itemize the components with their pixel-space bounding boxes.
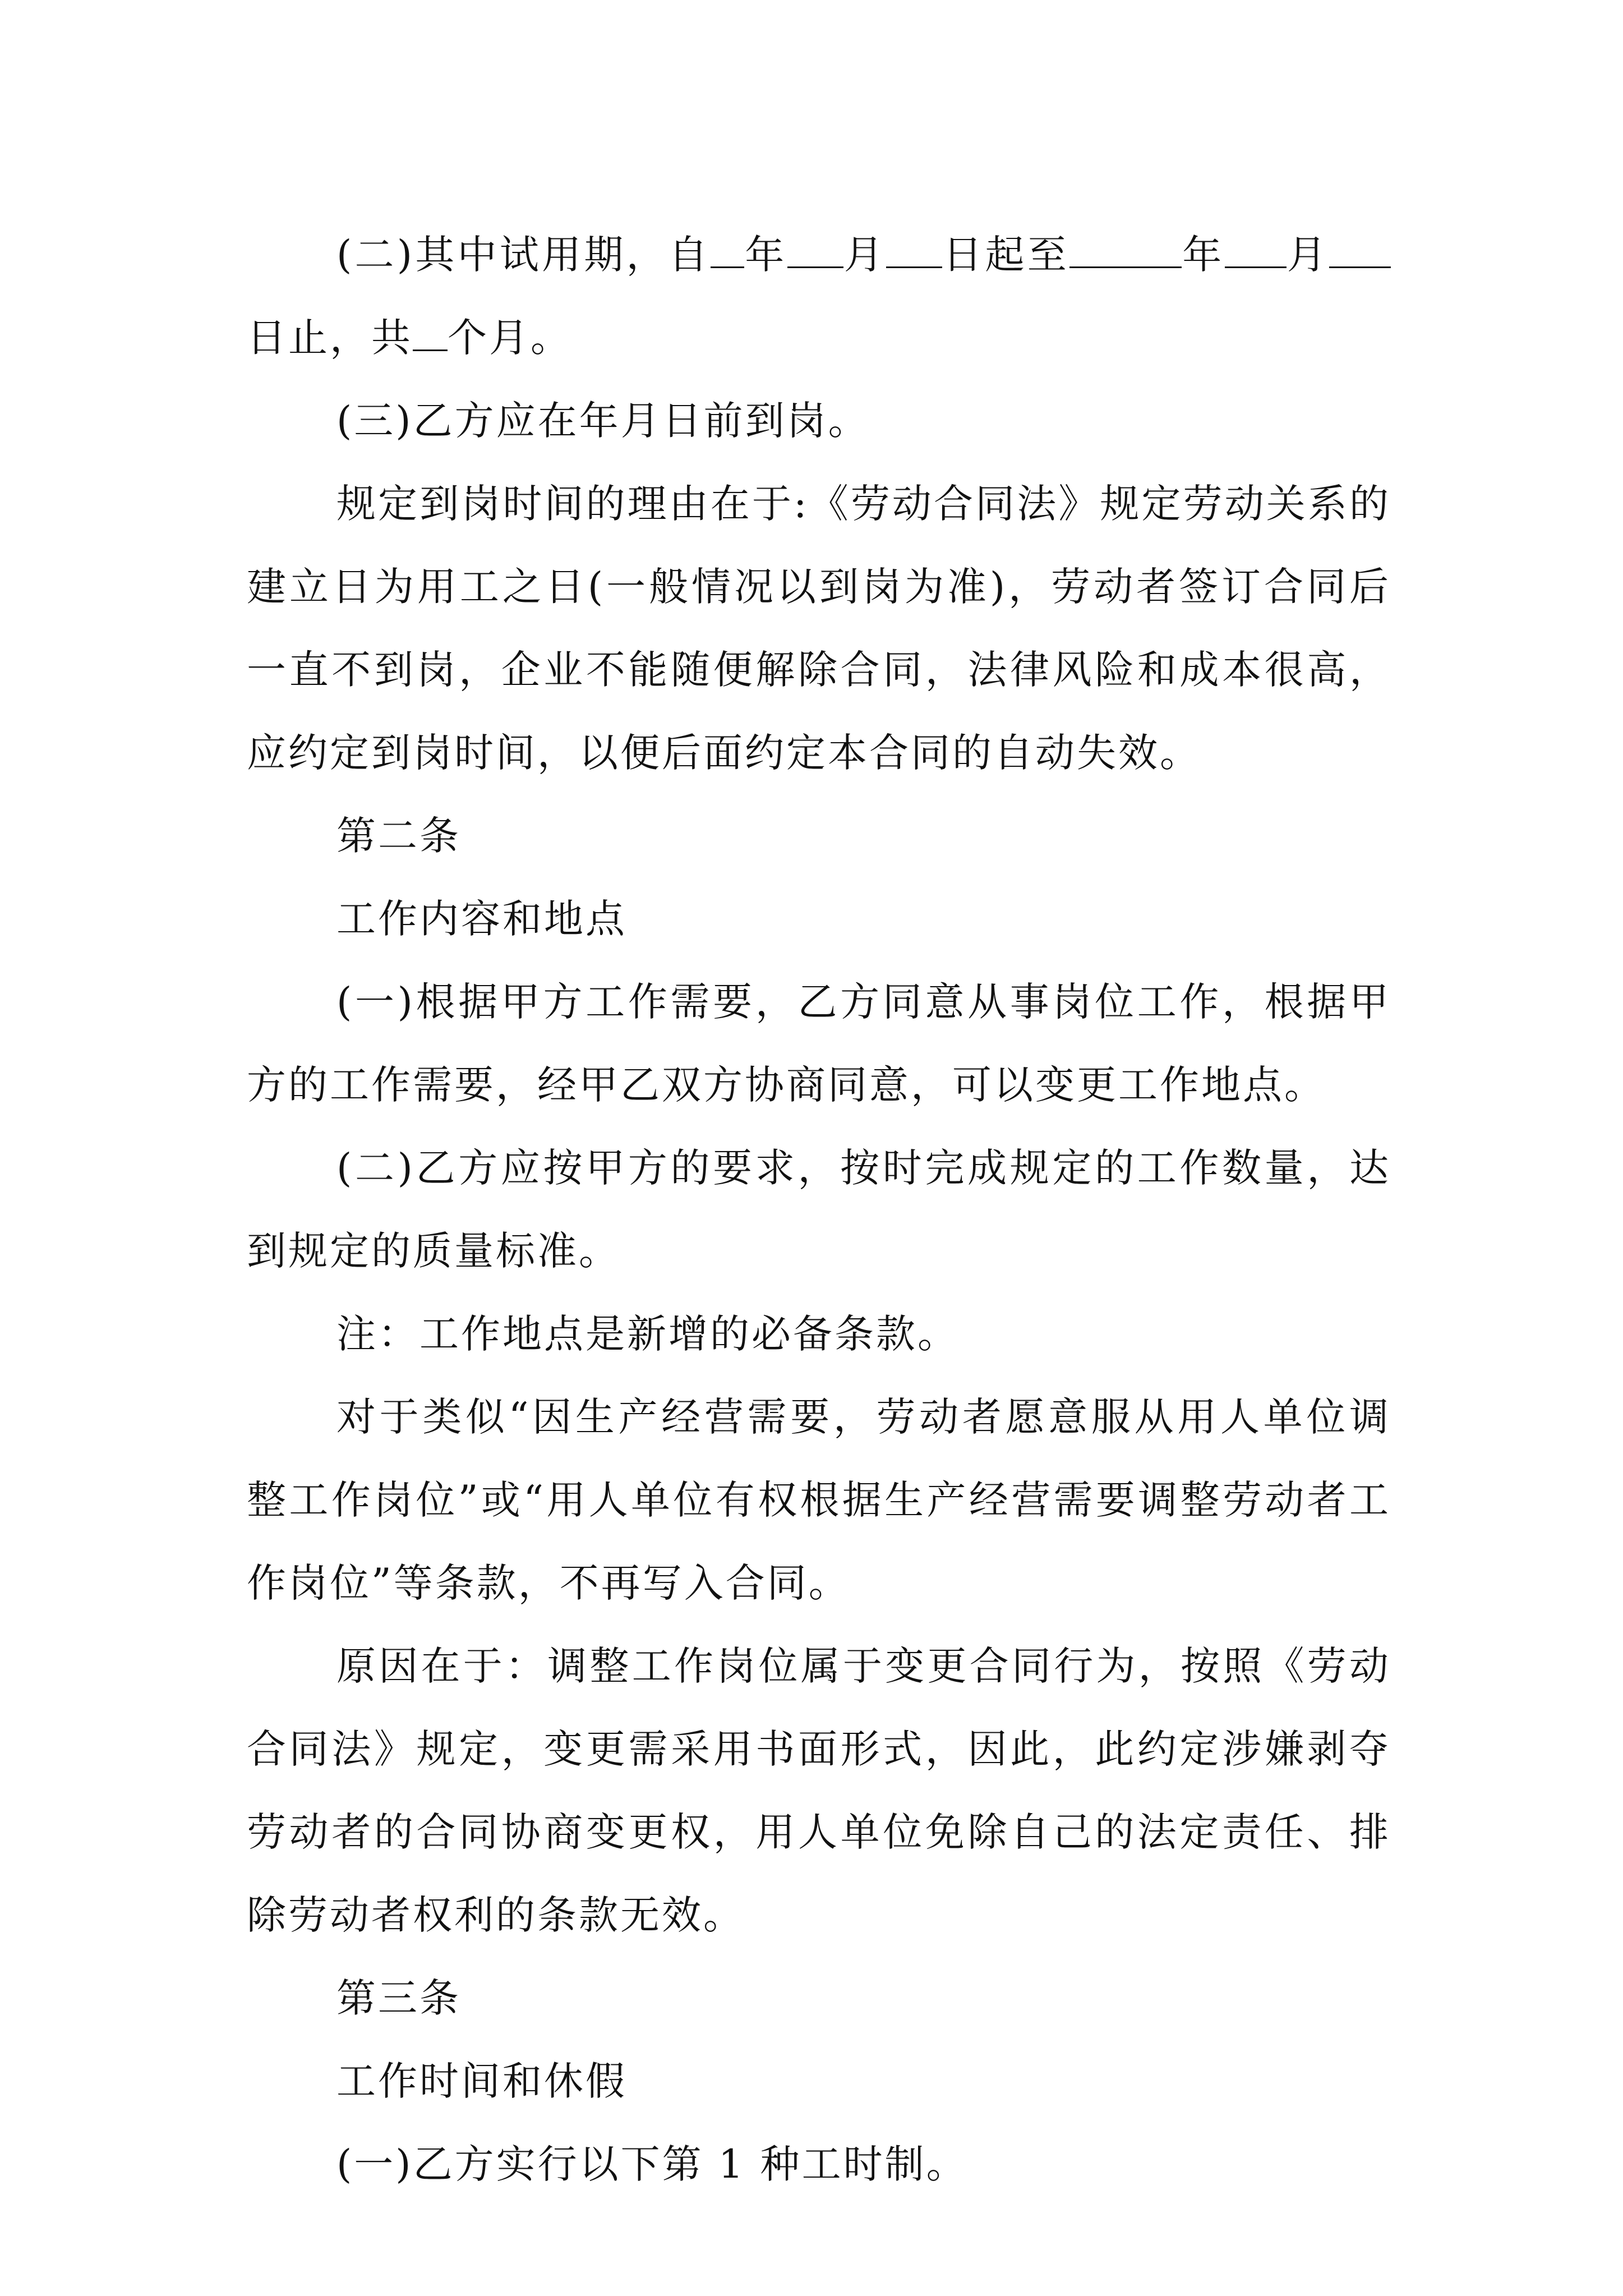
work-content-clause-one: (一)根据甲方工作需要，乙方同意从事岗位工作，根据甲方的工作需要，经甲乙双方协商同意，可以变更工作地点。	[247, 979, 1391, 1108]
blank-year-start	[711, 234, 744, 268]
blank-month-end	[1225, 234, 1287, 268]
report-date-reason-paragraph: 规定到岗时间的理由在于:《劳动合同法》规定劳动关系的建立日为用工之日(一般情况以到岗为准)，劳动者签订合同后一直不到岗，企业不能随便解除合同，法律风险和成本很高，应约定到岗时间，以便后面约定本合同的自动失效。	[247, 481, 1391, 776]
month-end-label: 月	[1286, 232, 1330, 278]
year-label: 年	[744, 232, 787, 278]
month-label: 月	[843, 232, 887, 278]
position-adjustment-paragraph: 对于类似“因生产经营需要，劳动者愿意服从用人单位调整工作岗位”或“用人单位有权根据生产经营需要调整劳动者工作岗位”等条款，不再写入合同。	[247, 1394, 1391, 1606]
day-start-label: 日起至	[942, 232, 1070, 278]
work-content-heading: 工作内容和地点	[336, 896, 627, 942]
report-date-paragraph: (三)乙方应在年月日前到岗。	[336, 398, 870, 444]
working-hours-clause-one: (一)乙方实行以下第 1 种工时制。	[336, 2141, 968, 2187]
work-location-note: 注：工作地点是新增的必备条款。	[336, 1311, 959, 1357]
article-two-heading: 第二条	[336, 813, 461, 859]
blank-year-end	[1069, 234, 1182, 268]
blank-month-start	[787, 234, 843, 268]
probation-prefix: (二)其中试用期，自	[336, 232, 711, 278]
blank-day-end	[1329, 234, 1391, 268]
article-three-heading: 第三条	[336, 1975, 461, 2021]
months-label: 个月。	[448, 315, 572, 361]
blank-day-start	[886, 234, 942, 268]
working-hours-heading: 工作时间和休假	[336, 2058, 627, 2104]
reason-paragraph: 原因在于：调整工作岗位属于变更合同行为，按照《劳动合同法》规定，变更需采用书面形式，因此，此约定涉嫌剥夺劳动者的合同协商变更权，用人单位免除自己的法定责任、排除劳动者权利的条款无效。	[247, 1643, 1391, 1938]
probation-period-paragraph	[247, 213, 1391, 379]
document-body	[247, 213, 1391, 2206]
work-content-clause-two: (二)乙方应按甲方的要求，按时完成规定的工作数量，达到规定的质量标准。	[247, 1145, 1391, 1274]
blank-months	[413, 317, 448, 351]
year-end-label: 年	[1182, 232, 1225, 278]
day-end-label: 日止，共	[247, 315, 413, 361]
